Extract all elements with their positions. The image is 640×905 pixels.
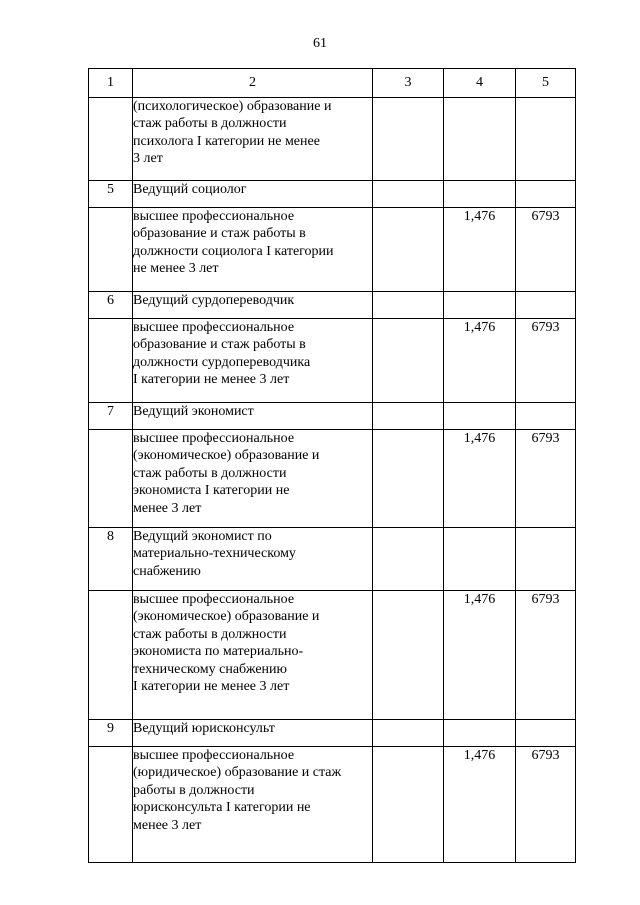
description-line: не менее 3 лет (133, 261, 219, 277)
table-row (89, 528, 576, 591)
description-line: должности сурдопереводчика (133, 354, 311, 370)
salary-cell (516, 292, 576, 319)
table-row (89, 720, 576, 747)
salary-cell (516, 528, 576, 591)
row-number-cell: 8 (89, 528, 133, 591)
row-number-cell: 7 (89, 403, 133, 430)
description-line: должности социолога I категории (133, 243, 334, 259)
table-row (89, 319, 576, 403)
description-line: техническому снабжению (133, 661, 287, 677)
description-line: снабжению (133, 563, 201, 579)
table-row (89, 292, 576, 319)
description-line: менее 3 лет (133, 500, 202, 516)
coefficient-cell: 1,476 (444, 319, 516, 403)
coefficient-cell: 1,476 (444, 591, 516, 720)
salary-cell: 6793 (516, 208, 576, 292)
description-line: Ведущий экономист (133, 404, 254, 419)
column-3-cell (373, 319, 444, 403)
salary-cell (516, 98, 576, 181)
row-number-cell (89, 319, 133, 403)
position-description-cell (133, 208, 373, 292)
salary-cell: 6793 (516, 747, 576, 863)
column-header-3: 3 (373, 69, 444, 98)
column-3-cell (373, 528, 444, 591)
description-line: стаж работы в должности (133, 465, 287, 481)
coefficient-cell: 1,476 (444, 208, 516, 292)
column-3-cell (373, 208, 444, 292)
column-header-2: 2 (133, 69, 373, 98)
position-description-cell (133, 181, 373, 208)
description-line: стаж работы в должности (133, 626, 287, 642)
position-description-cell (133, 591, 373, 720)
salary-cell: 6793 (516, 319, 576, 403)
coefficient-cell (444, 720, 516, 747)
row-number-cell: 5 (89, 181, 133, 208)
description-line: (психологическое) образование и (133, 99, 332, 114)
description-line: Ведущий юрисконсульт (133, 721, 275, 736)
table-row (89, 181, 576, 208)
description-line: психолога I категории не менее (133, 133, 320, 149)
row-number-cell: 6 (89, 292, 133, 319)
coefficient-cell (444, 181, 516, 208)
row-number-cell (89, 747, 133, 863)
table-header-row (89, 69, 576, 98)
table-row (89, 591, 576, 720)
row-number-cell: 9 (89, 720, 133, 747)
description-line: высшее профессиональное (133, 320, 295, 335)
position-description-cell (133, 430, 373, 528)
column-3-cell (373, 720, 444, 747)
description-line: материально-техническому (133, 546, 296, 562)
salary-cell (516, 181, 576, 208)
description-line: высшее профессиональное (133, 209, 295, 224)
row-number-cell (89, 208, 133, 292)
description-line: высшее профессиональное (133, 431, 295, 446)
description-line: Ведущий экономист по (133, 529, 272, 544)
description-line: (экономическое) образование и (133, 609, 320, 625)
row-number-cell (89, 591, 133, 720)
description-line: экономиста по материально- (133, 644, 304, 660)
description-line: (экономическое) образование и (133, 448, 320, 464)
position-description-cell (133, 319, 373, 403)
description-line: экономиста I категории не (133, 483, 290, 499)
coefficient-cell (444, 98, 516, 181)
description-line: работы в должности (133, 782, 255, 798)
description-line: (юридическое) образование и стаж (133, 765, 342, 781)
column-header-5: 5 (516, 69, 576, 98)
column-3-cell (373, 403, 444, 430)
column-3-cell (373, 430, 444, 528)
coefficient-cell: 1,476 (444, 747, 516, 863)
description-line: Ведущий сурдопереводчик (133, 293, 295, 308)
table-row (89, 208, 576, 292)
coefficient-cell (444, 403, 516, 430)
column-3-cell (373, 747, 444, 863)
position-description-cell (133, 98, 373, 181)
coefficient-cell (444, 292, 516, 319)
salary-cell: 6793 (516, 430, 576, 528)
coefficient-cell: 1,476 (444, 430, 516, 528)
table-row (89, 747, 576, 863)
description-line: менее 3 лет (133, 817, 202, 833)
column-3-cell (373, 292, 444, 319)
table-row (89, 403, 576, 430)
description-line: образование и стаж работы в (133, 226, 306, 242)
column-header-4: 4 (444, 69, 516, 98)
salary-cell: 6793 (516, 591, 576, 720)
position-description-cell (133, 528, 373, 591)
position-description-cell (133, 720, 373, 747)
description-line: высшее профессиональное (133, 592, 295, 607)
salary-cell (516, 403, 576, 430)
table-row (89, 430, 576, 528)
salary-cell (516, 720, 576, 747)
staff-table (88, 68, 576, 863)
column-3-cell (373, 591, 444, 720)
row-number-cell (89, 98, 133, 181)
column-header-1: 1 (89, 69, 133, 98)
column-3-cell (373, 98, 444, 181)
table-row (89, 98, 576, 181)
position-description-cell (133, 403, 373, 430)
description-line: Ведущий социолог (133, 182, 247, 197)
position-description-cell (133, 747, 373, 863)
description-line: I категории не менее 3 лет (133, 679, 290, 695)
description-line: I категории не менее 3 лет (133, 372, 290, 388)
coefficient-cell (444, 528, 516, 591)
description-line: 3 лет (133, 151, 163, 167)
page-number: 61 (313, 36, 327, 51)
row-number-cell (89, 430, 133, 528)
description-line: юрисконсульта I категории не (133, 800, 311, 816)
description-line: стаж работы в должности (133, 116, 287, 132)
column-3-cell (373, 181, 444, 208)
description-line: высшее профессиональное (133, 748, 295, 763)
position-description-cell (133, 292, 373, 319)
description-line: образование и стаж работы в (133, 337, 306, 353)
